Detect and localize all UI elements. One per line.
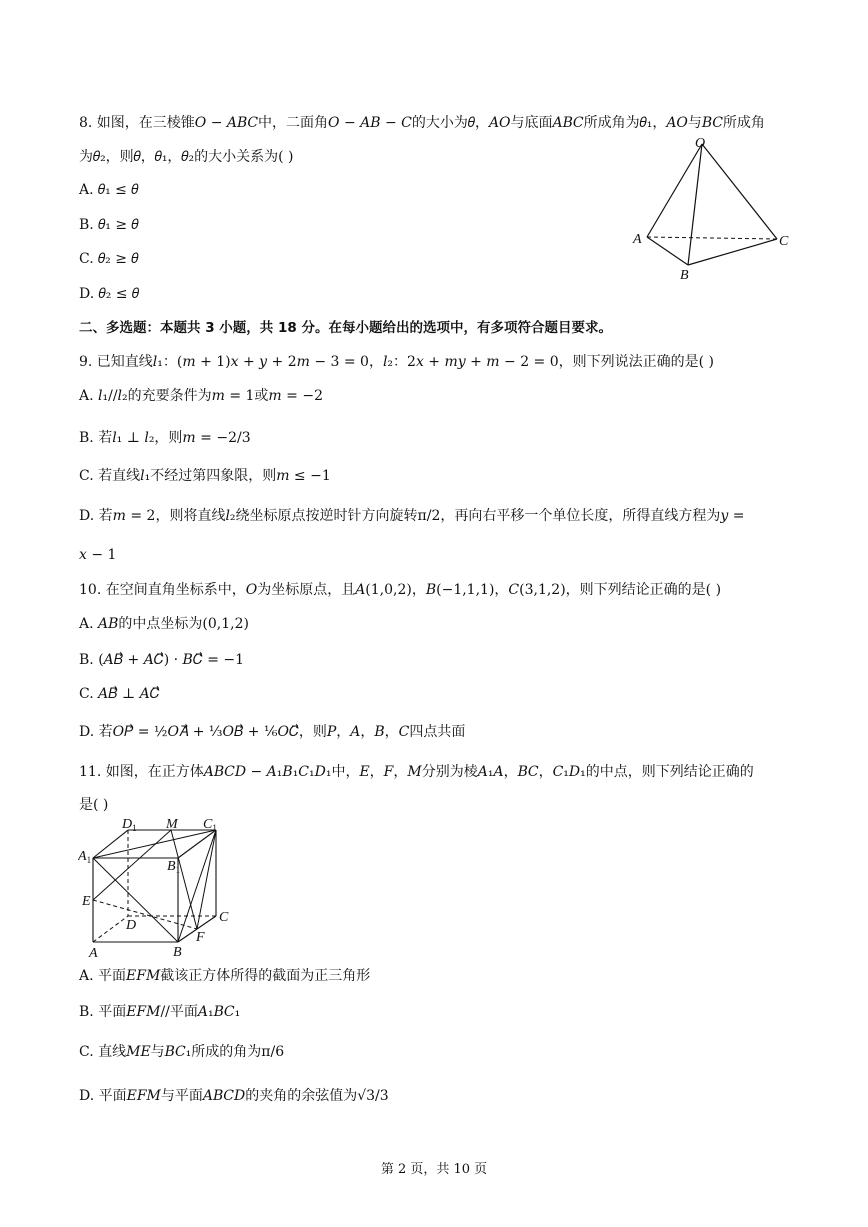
label-O: O [695,136,706,151]
edge-AB [647,237,688,265]
label-A: A [633,232,642,247]
q8-stem-line1: 8. 如图，在三棱锥𝑂 − 𝐴𝐵𝐶中，二面角𝑂 − 𝐴𝐵 − 𝐶的大小为𝜃，𝐴𝑂与底面𝐴𝐵𝐶所成角为𝜃₁，𝐴𝑂与𝐵𝐶所成角 [79,115,765,131]
q8-option-b: B. 𝜃₁ ≥ 𝜃 [79,217,139,233]
label-B: B [680,268,689,283]
q9-option-a: A. 𝑙₁//𝑙₂的充要条件为𝑚 = 1或𝑚 = −2 [79,388,323,404]
q9-option-d-line2: 𝑥 − 1 [79,547,117,563]
q11-stem-line2: 是( ) [79,797,109,813]
label-B1: $B_1$ [167,859,181,875]
label-C1: $C_1$ [203,818,217,833]
label-A: A [89,946,98,961]
q11-stem-line1: 11. 如图，在正方体𝐴𝐵𝐶𝐷 − 𝐴₁𝐵₁𝐶₁𝐷₁中，𝐸，𝐹，𝑀分别为棱𝐴₁𝐴，𝐵𝐶，𝐶₁𝐷₁的中点，则下列结论正确的 [79,764,754,780]
edge-AC-hidden [647,237,777,239]
section-heading-multi-choice: 二、多选题：本题共 3 小题，共 18 分。在每小题给出的选项中，有多项符合题目要求。 [79,320,612,336]
edge-OB [688,144,702,265]
q8-option-c: C. 𝜃₂ ≥ 𝜃 [79,251,139,267]
q10-option-d: D. 若𝑂𝑃⃗ = ½𝑂𝐴⃗ + ⅓𝑂𝐵⃗ + ⅙𝑂𝐶⃗，则𝑃，𝐴，𝐵，𝐶四点共面 [79,724,466,740]
cube-figure [78,818,238,963]
edge-OA [647,144,702,237]
q11-option-c: C. 直线𝑀𝐸与𝐵𝐶₁所成的角为π/6 [79,1044,285,1060]
label-D1: $D_1$ [122,818,137,833]
label-F: F [196,930,205,945]
label-E: E [82,894,91,909]
q8-option-d: D. 𝜃₂ ≤ 𝜃 [79,286,140,302]
label-D: D [126,918,137,933]
q10-option-a: A. 𝐴𝐵的中点坐标为(0,1,2) [79,616,249,632]
label-C: C [219,910,229,925]
q11-option-a: A. 平面𝐸𝐹𝑀截该正方体所得的截面为正三角形 [79,968,371,984]
label-M: M [166,818,178,832]
pyramid-figure [630,130,800,285]
q9-option-c: C. 若直线𝑙₁不经过第四象限，则𝑚 ≤ −1 [79,468,331,484]
label-C: C [779,234,789,249]
q10-option-c: C. 𝐴𝐵⃗ ⊥ 𝐴𝐶⃗ [79,686,160,702]
q9-option-d-line1: D. 若𝑚 = 2，则将直线𝑙₂绕坐标原点按逆时针方向旋转π/2，再向右平移一个单位长度，所得直线方程为𝑦 = [79,508,745,524]
q10-option-b: B. (𝐴𝐵⃗ + 𝐴𝐶⃗) · 𝐵𝐶⃗ = −1 [79,652,245,668]
q11-option-b: B. 平面𝐸𝐹𝑀//平面𝐴₁𝐵𝐶₁ [79,1004,241,1020]
q11-option-d: D. 平面𝐸𝐹𝑀与平面𝐴𝐵𝐶𝐷的夹角的余弦值为√3/3 [79,1088,389,1104]
q8-stem-line2: 为𝜃₂，则𝜃，𝜃₁，𝜃₂的大小关系为( ) [79,149,294,165]
q10-stem: 10. 在空间直角坐标系中，𝑂为坐标原点，且𝐴(1,0,2)，𝐵(−1,1,1)，𝐶(3,1,2)，则下列结论正确的是( ) [79,582,722,598]
q9-option-b: B. 若𝑙₁ ⊥ 𝑙₂，则𝑚 = −2/3 [79,430,251,446]
label-A1: $A_1$ [78,849,92,865]
edge-OC [702,144,777,239]
q8-option-a: A. 𝜃₁ ≤ 𝜃 [79,182,139,198]
page-footer: 第 2 页，共 10 页 [380,1162,488,1177]
label-B: B [173,945,182,960]
q9-stem: 9. 已知直线𝑙₁：(𝑚 + 1)𝑥 + 𝑦 + 2𝑚 − 3 = 0，𝑙₂：2𝑥 + 𝑚𝑦 + 𝑚 − 2 = 0，则下列说法正确的是( ) [79,354,715,370]
edge-BC [688,239,777,265]
